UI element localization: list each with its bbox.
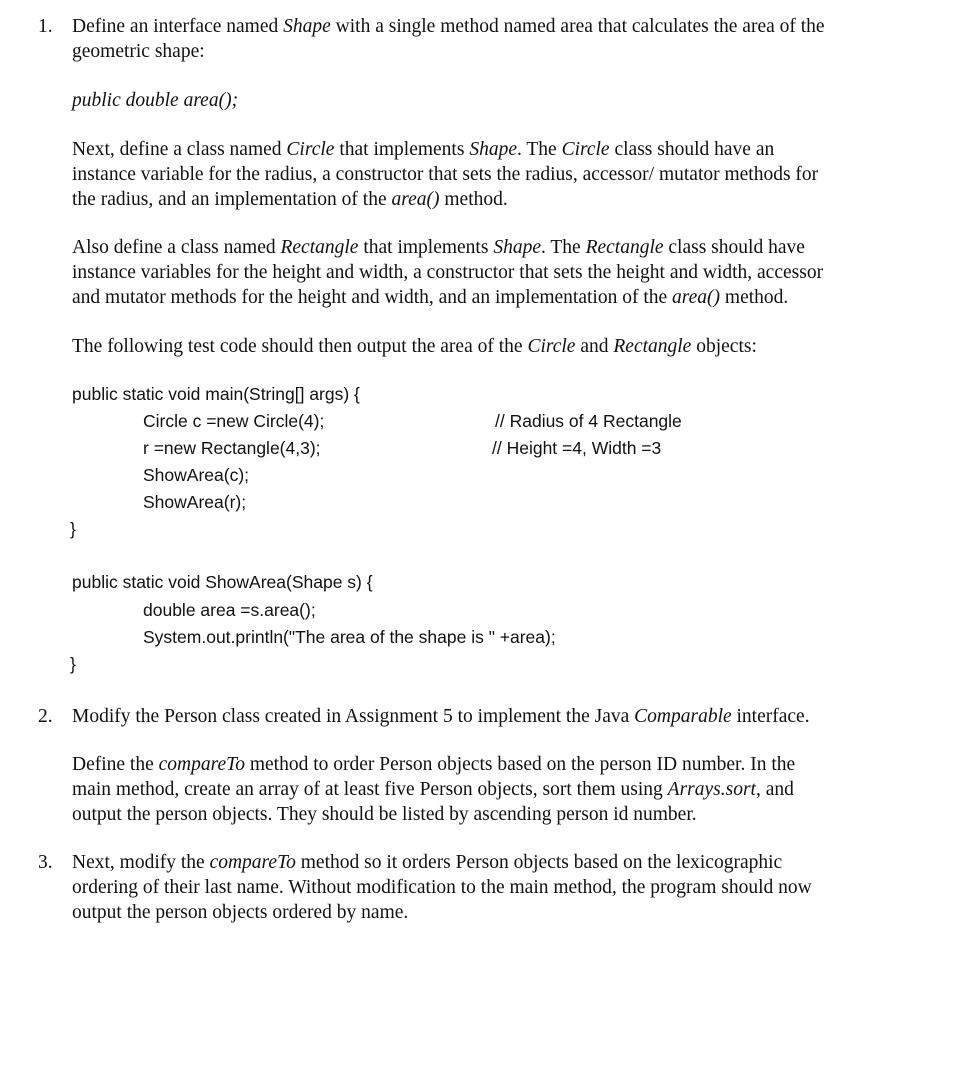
question-2-number: 2. [38,706,53,727]
text: class should have [663,237,805,258]
text: output the person objects. They should be listed by ascending person id number. [72,804,697,825]
method-signature [72,88,238,113]
test-code-intro [72,334,757,359]
question-1-number: 1. [38,16,53,37]
text: Rectangle [280,237,359,258]
question-3-paragraph [72,850,932,925]
code-main-signature: public static void main(String[] args) { [72,384,360,404]
text: main method, create an array of at least five Person objects, sort them using [72,779,668,800]
text: geometric shape: [72,41,205,62]
text: that implements [358,237,494,258]
text: the radius, and an implementation of the [72,189,392,210]
text: Shape [493,237,541,258]
question-2-paragraph [72,752,932,827]
code-closing-brace: } [70,654,76,674]
text: method. [439,189,508,210]
text: and [575,336,614,357]
text: Modify the Person class created in Assignment 5 to implement the Java [72,706,635,727]
text: and mutator methods for the height and width, and an implementation of the [72,287,673,308]
text: instance variables for the height and width, a constructor that sets the height and width, accessor [72,262,824,283]
text: . The [540,237,586,258]
text: Rectangle [613,336,692,357]
code-line: r =new Rectangle(4,3); [143,438,321,458]
code-showarea-signature: public static void ShowArea(Shape s) { [72,572,373,592]
text: The following test code should then output the area of the [72,336,528,357]
text: method to order Person objects based on the person ID number. In the [244,754,796,775]
text: Next, modify the [72,852,210,873]
code-comment: // Height =4, Width =3 [492,438,662,458]
code-closing-brace: } [70,519,76,539]
code-line: Circle c =new Circle(4); [143,411,325,431]
text: Next, define a class named [72,139,287,160]
text: area() [672,287,721,308]
text: with a single method named area that calculates the area of the [330,16,825,37]
question-2-intro [72,704,810,729]
text: Define an interface named [72,16,284,37]
text: Circle [527,336,576,357]
text: instance variable for the radius, a constructor that sets the radius, accessor/ mutator methods for [72,164,819,185]
question-3-number: 3. [38,852,53,873]
text: Circle [286,139,335,160]
text: compareTo [209,852,296,873]
text: Also define a class named [72,237,281,258]
text: objects: [691,336,757,357]
code-line: System.out.println("The area of the shape is " +area); [143,627,556,647]
text: Circle [561,139,610,160]
text: method. [720,287,789,308]
text: Shape [283,16,331,37]
text: that implements [334,139,470,160]
rectangle-paragraph [72,235,932,310]
code-line: ShowArea(r); [143,492,247,512]
code-comment: // Radius of 4 Rectangle [495,411,682,431]
text: interface. [731,706,810,727]
text: Comparable [634,706,732,727]
text: Rectangle [585,237,664,258]
text: Define the [72,754,159,775]
text: output the person objects ordered by name. [72,902,409,923]
text: area() [391,189,440,210]
text: compareTo [158,754,245,775]
text: . The [516,139,562,160]
text: , and [755,779,794,800]
text: Shape [469,139,517,160]
text: ordering of their last name. Without modification to the main method, the program should now [72,877,812,898]
circle-paragraph [72,137,932,212]
code-line: double area =s.area(); [143,600,316,620]
code-line: ShowArea(c); [143,465,250,485]
text: method so it orders Person objects based on the lexicographic [295,852,783,873]
text: class should have an [609,139,775,160]
question-1-intro [72,14,932,64]
text: Arrays.sort [667,779,756,800]
text: public double area(); [72,90,239,111]
